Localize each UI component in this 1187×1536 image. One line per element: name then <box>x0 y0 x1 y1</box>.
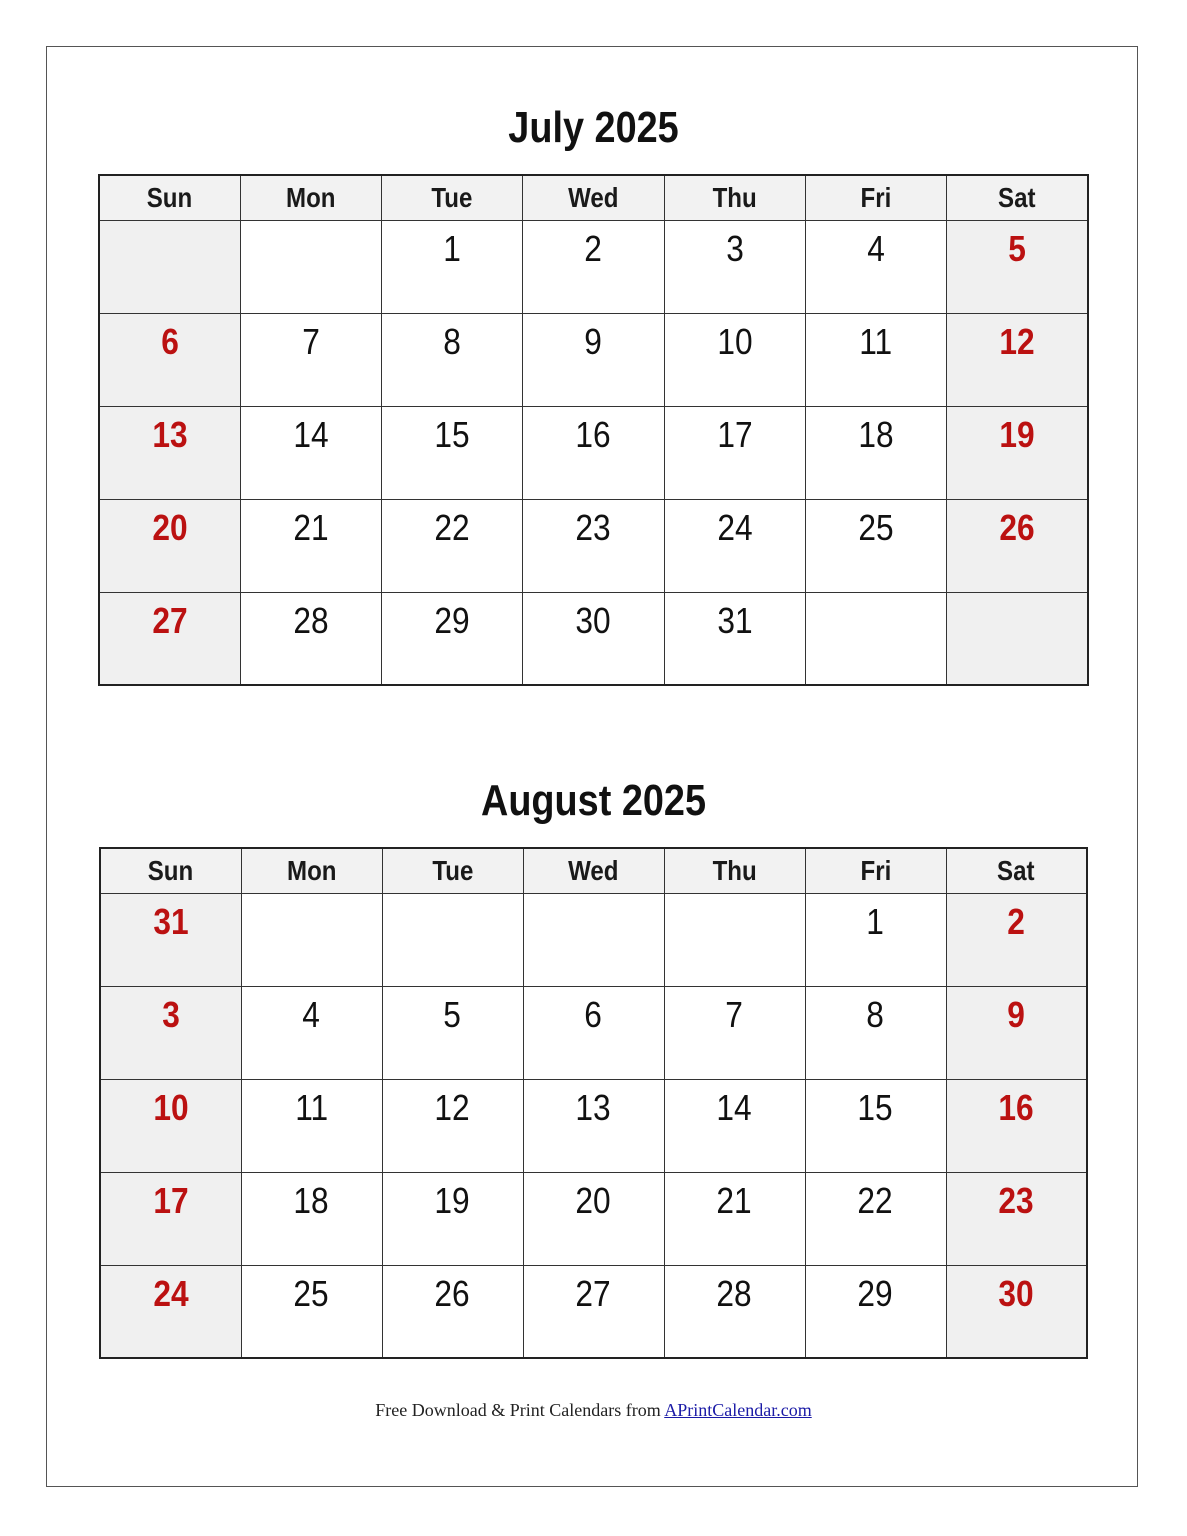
day-cell <box>100 986 241 1079</box>
week-row <box>99 313 1088 406</box>
day-cell <box>240 592 381 685</box>
day-number: 27 <box>575 1272 612 1314</box>
day-cell <box>523 1265 664 1358</box>
weekday-header-mon <box>241 848 382 893</box>
day-number: 26 <box>999 506 1035 548</box>
week-row <box>99 499 1088 592</box>
day-number: 29 <box>857 1272 894 1314</box>
day-number: 1 <box>443 227 462 269</box>
day-cell <box>805 1172 946 1265</box>
day-number: 12 <box>434 1086 471 1128</box>
day-number: 19 <box>999 413 1035 455</box>
day-cell <box>99 406 240 499</box>
day-cell <box>382 1079 523 1172</box>
weekday-header-thu <box>664 175 805 220</box>
weekday-header-sat <box>947 175 1088 220</box>
weekday-header-sun <box>100 848 241 893</box>
day-number: 3 <box>161 993 180 1035</box>
day-number: 4 <box>867 227 885 269</box>
day-number: 11 <box>859 320 893 362</box>
day-number: 12 <box>999 320 1035 362</box>
footer-link[interactable]: APrintCalendar.com <box>664 1400 812 1420</box>
day-number: 15 <box>857 1086 894 1128</box>
day-cell <box>523 986 664 1079</box>
day-number: 18 <box>858 413 894 455</box>
day-cell <box>100 1172 241 1265</box>
day-cell <box>805 1265 946 1358</box>
day-cell <box>947 592 1088 685</box>
day-cell <box>947 220 1088 313</box>
day-number: 30 <box>998 1272 1034 1314</box>
day-number: 16 <box>998 1086 1034 1128</box>
day-number: 9 <box>1007 993 1026 1035</box>
day-cell <box>664 220 805 313</box>
day-number: 6 <box>161 320 179 362</box>
day-cell <box>805 220 946 313</box>
day-cell <box>382 406 523 499</box>
day-cell <box>100 1079 241 1172</box>
day-number: 6 <box>584 993 603 1035</box>
day-number: 17 <box>153 1179 189 1221</box>
day-number: 22 <box>434 506 470 548</box>
week-row <box>100 893 1087 986</box>
weekday-label: Fri <box>860 854 891 886</box>
weekday-label: Tue <box>431 181 473 213</box>
weekday-header-fri <box>805 175 946 220</box>
day-cell <box>664 406 805 499</box>
day-cell <box>99 592 240 685</box>
day-cell <box>947 499 1088 592</box>
week-row <box>99 406 1088 499</box>
day-number: 27 <box>152 599 188 641</box>
weekday-label: Sun <box>147 854 194 886</box>
day-number: 7 <box>302 320 320 362</box>
day-number: 19 <box>434 1179 471 1221</box>
day-number: 2 <box>584 227 603 269</box>
weekday-label: Sun <box>147 181 193 213</box>
day-number: 31 <box>717 599 753 641</box>
day-cell <box>523 1079 664 1172</box>
day-cell <box>99 499 240 592</box>
day-cell <box>241 893 382 986</box>
day-number: 28 <box>293 599 329 641</box>
weekday-label: Fri <box>860 181 892 213</box>
day-number: 5 <box>1008 227 1026 269</box>
day-cell <box>382 313 523 406</box>
day-cell <box>805 406 946 499</box>
day-cell <box>241 1172 382 1265</box>
calendar-grid-july <box>98 174 1089 686</box>
day-cell <box>664 1265 805 1358</box>
day-cell <box>664 986 805 1079</box>
day-number: 4 <box>302 993 321 1035</box>
day-cell <box>947 406 1088 499</box>
calendar-title-august: August 2025 <box>480 776 706 825</box>
week-row <box>100 1172 1087 1265</box>
calendar-title-july: July 2025 <box>508 103 679 152</box>
weekday-label: Wed <box>568 181 619 213</box>
day-number: 23 <box>998 1179 1034 1221</box>
weekday-label: Mon <box>286 854 337 886</box>
day-cell <box>382 220 523 313</box>
day-cell <box>946 1172 1087 1265</box>
day-number: 13 <box>575 1086 612 1128</box>
day-number: 20 <box>152 506 188 548</box>
day-number: 25 <box>293 1272 330 1314</box>
day-cell <box>240 220 381 313</box>
day-number: 25 <box>858 506 894 548</box>
day-number: 30 <box>575 599 612 641</box>
week-row <box>99 592 1088 685</box>
weekday-header-mon <box>240 175 381 220</box>
day-cell <box>240 406 381 499</box>
day-number: 21 <box>716 1179 753 1221</box>
day-number: 17 <box>717 413 753 455</box>
day-cell <box>382 1172 523 1265</box>
day-cell <box>805 893 946 986</box>
footer <box>0 1400 1187 1421</box>
day-cell <box>382 893 523 986</box>
weekday-header-sun <box>99 175 240 220</box>
week-row <box>100 986 1087 1079</box>
weekday-header-thu <box>664 848 805 893</box>
day-cell <box>240 313 381 406</box>
day-cell <box>99 313 240 406</box>
day-cell <box>523 499 664 592</box>
weekday-label: Thu <box>712 181 757 213</box>
weekday-header-fri <box>805 848 946 893</box>
day-number: 31 <box>153 900 189 942</box>
day-cell <box>382 986 523 1079</box>
weekday-header-wed <box>523 175 664 220</box>
day-number: 23 <box>575 506 612 548</box>
day-cell <box>523 592 664 685</box>
day-number: 9 <box>584 320 603 362</box>
day-cell <box>664 1172 805 1265</box>
day-number: 5 <box>443 993 462 1035</box>
day-number: 22 <box>857 1179 894 1221</box>
day-number: 10 <box>153 1086 189 1128</box>
weekday-label: Thu <box>712 854 757 886</box>
day-number: 8 <box>443 320 462 362</box>
day-number: 1 <box>866 900 885 942</box>
day-number: 29 <box>434 599 470 641</box>
day-number: 8 <box>866 993 885 1035</box>
weekday-label: Sat <box>997 854 1035 886</box>
weekday-label: Sat <box>998 181 1036 213</box>
day-cell <box>382 1265 523 1358</box>
day-cell <box>664 592 805 685</box>
day-number: 21 <box>293 506 329 548</box>
day-number: 14 <box>293 413 329 455</box>
day-cell <box>382 592 523 685</box>
day-cell <box>240 499 381 592</box>
day-cell <box>805 986 946 1079</box>
weekday-header-tue <box>382 848 523 893</box>
day-cell <box>946 986 1087 1079</box>
day-number: 28 <box>716 1272 753 1314</box>
day-number: 13 <box>152 413 188 455</box>
day-cell <box>523 220 664 313</box>
day-cell <box>805 313 946 406</box>
day-cell <box>947 313 1088 406</box>
day-number: 16 <box>575 413 612 455</box>
weekday-label: Mon <box>286 181 336 213</box>
day-number: 24 <box>153 1272 189 1314</box>
day-number: 3 <box>725 227 744 269</box>
day-cell <box>664 1079 805 1172</box>
day-cell <box>664 313 805 406</box>
day-number: 24 <box>717 506 753 548</box>
calendar-grid-august <box>99 847 1088 1359</box>
day-cell <box>382 499 523 592</box>
weekday-label: Wed <box>568 854 619 886</box>
day-number: 11 <box>295 1086 328 1128</box>
day-cell <box>946 1079 1087 1172</box>
week-row <box>100 1079 1087 1172</box>
day-cell <box>99 220 240 313</box>
weekday-header-wed <box>523 848 664 893</box>
weekday-header-row <box>100 848 1087 893</box>
day-cell <box>946 1265 1087 1358</box>
day-cell <box>241 986 382 1079</box>
day-number: 15 <box>434 413 470 455</box>
weekday-header-tue <box>382 175 523 220</box>
day-cell <box>100 1265 241 1358</box>
day-cell <box>523 406 664 499</box>
day-number: 26 <box>434 1272 471 1314</box>
day-cell <box>805 499 946 592</box>
day-number: 14 <box>716 1086 753 1128</box>
day-cell <box>523 893 664 986</box>
day-cell <box>241 1265 382 1358</box>
week-row <box>99 220 1088 313</box>
day-number: 7 <box>725 993 744 1035</box>
weekday-label: Tue <box>431 854 474 886</box>
footer-text: Free Download & Print Calendars from <box>375 1400 661 1420</box>
day-cell <box>523 313 664 406</box>
day-cell <box>946 893 1087 986</box>
weekday-header-sat <box>946 848 1087 893</box>
day-cell <box>241 1079 382 1172</box>
day-cell <box>100 893 241 986</box>
day-cell <box>805 1079 946 1172</box>
day-cell <box>523 1172 664 1265</box>
day-number: 18 <box>293 1179 330 1221</box>
weekday-header-row <box>99 175 1088 220</box>
day-cell <box>664 893 805 986</box>
day-number: 2 <box>1007 900 1026 942</box>
day-cell <box>805 592 946 685</box>
day-cell <box>664 499 805 592</box>
day-number: 10 <box>717 320 753 362</box>
week-row <box>100 1265 1087 1358</box>
day-number: 20 <box>575 1179 612 1221</box>
